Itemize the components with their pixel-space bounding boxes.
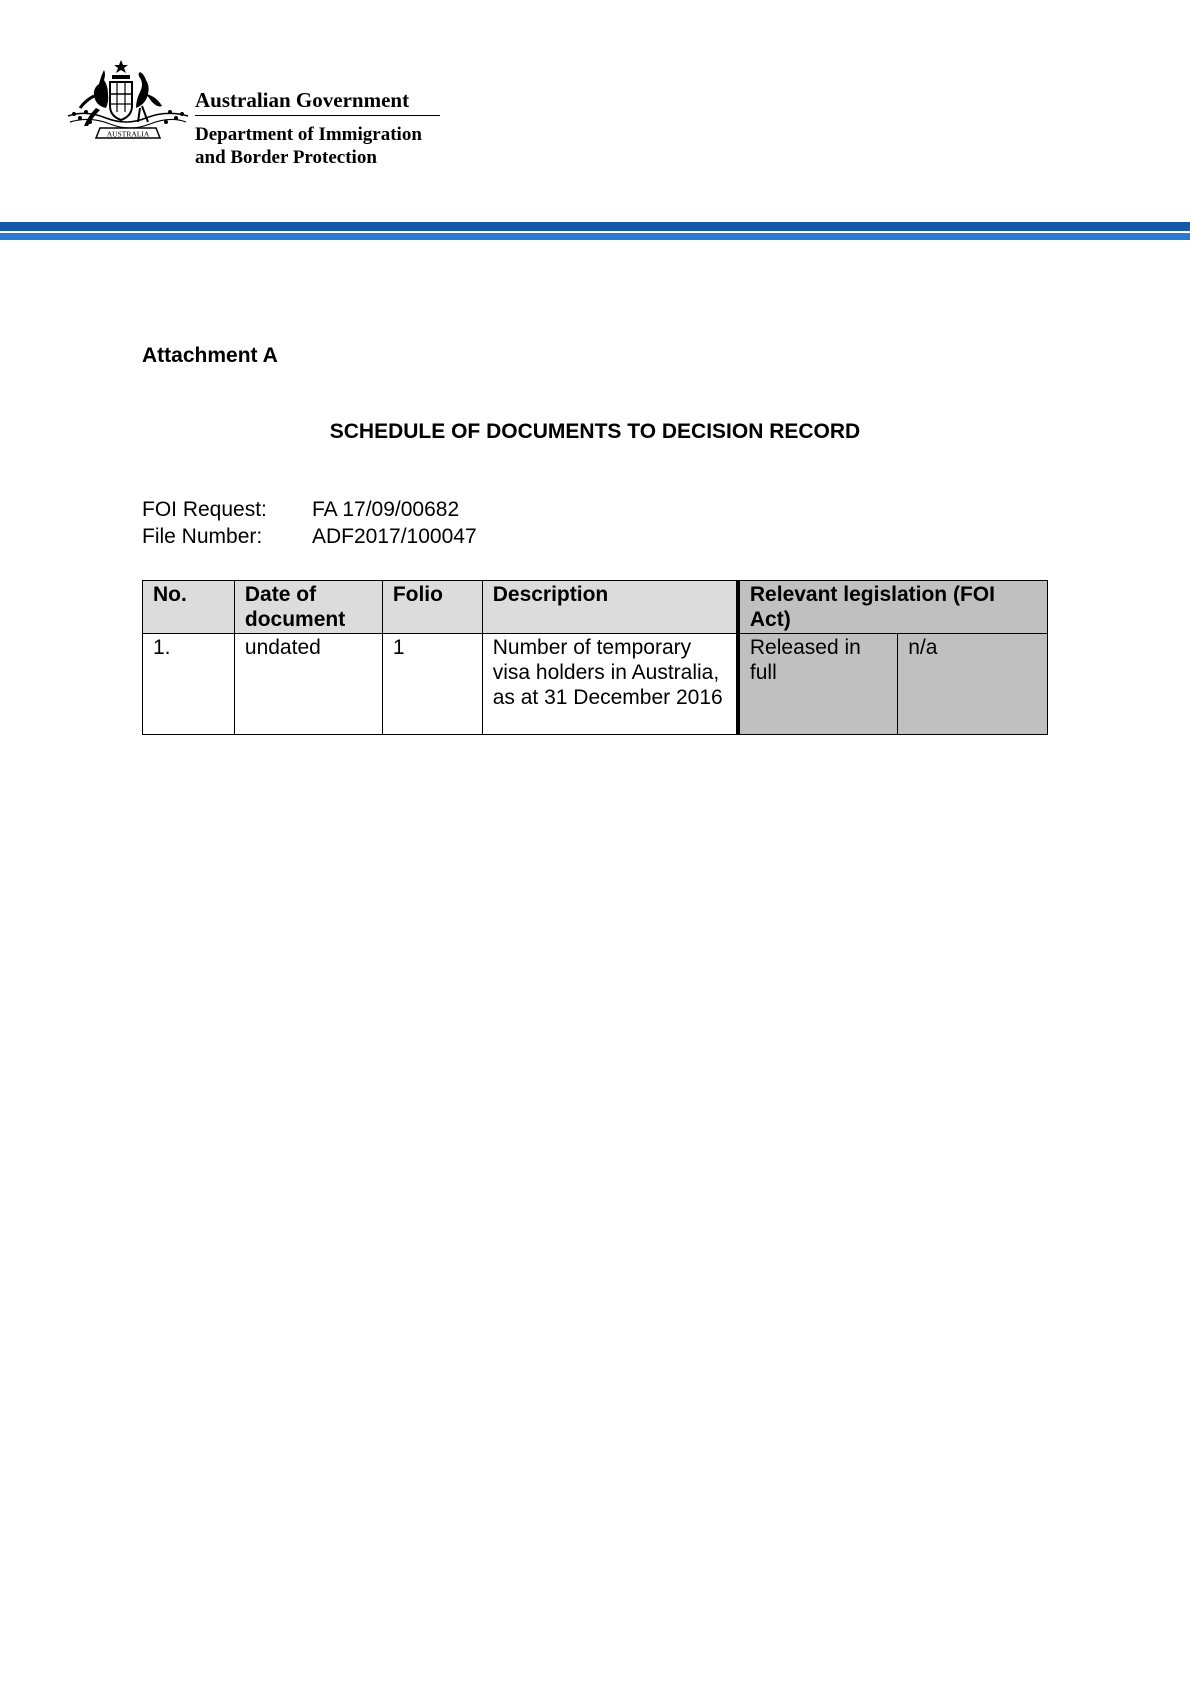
document-title: SCHEDULE OF DOCUMENTS TO DECISION RECORD xyxy=(329,420,861,443)
schedule-table xyxy=(142,580,1048,735)
header-band xyxy=(0,222,1190,240)
column-header-description: Description xyxy=(482,581,738,634)
crest-scroll-text: AUSTRALIA xyxy=(106,129,150,139)
department-line-2: and Border Protection xyxy=(195,147,377,168)
foi-request-label: FOI Request: xyxy=(142,498,267,521)
column-header-legislation: Relevant legislation (FOI Act) xyxy=(738,581,1048,634)
cell-description: Number of temporary visa holders in Australia, as at 31 December 2016 xyxy=(482,634,738,735)
cell-decision: Released in full xyxy=(738,634,898,735)
band-dark-stripe xyxy=(0,222,1190,231)
coat-of-arms-icon xyxy=(66,60,190,156)
cell-folio: 1 xyxy=(382,634,482,735)
file-number-value: ADF2017/100047 xyxy=(312,525,477,548)
letterhead-rule xyxy=(195,115,440,116)
band-light-stripe xyxy=(0,233,1190,240)
table-row xyxy=(143,634,1048,735)
department-name xyxy=(195,123,422,169)
foi-request-row xyxy=(142,496,477,523)
department-line-1: Department of Immigration xyxy=(195,124,422,145)
cell-no: 1. xyxy=(143,634,235,735)
request-details xyxy=(142,496,477,550)
letterhead xyxy=(66,60,466,180)
column-header-no: No. xyxy=(143,581,235,634)
government-name: Australian Government xyxy=(195,88,410,112)
attachment-label: Attachment A xyxy=(142,344,278,367)
foi-request-value: FA 17/09/00682 xyxy=(312,498,460,521)
cell-section: n/a xyxy=(898,634,1048,735)
cell-date: undated xyxy=(234,634,382,735)
file-number-label: File Number: xyxy=(142,525,263,548)
column-header-folio: Folio xyxy=(382,581,482,634)
file-number-row xyxy=(142,523,477,550)
table-header-row xyxy=(143,581,1048,634)
column-header-date: Date of document xyxy=(234,581,382,634)
